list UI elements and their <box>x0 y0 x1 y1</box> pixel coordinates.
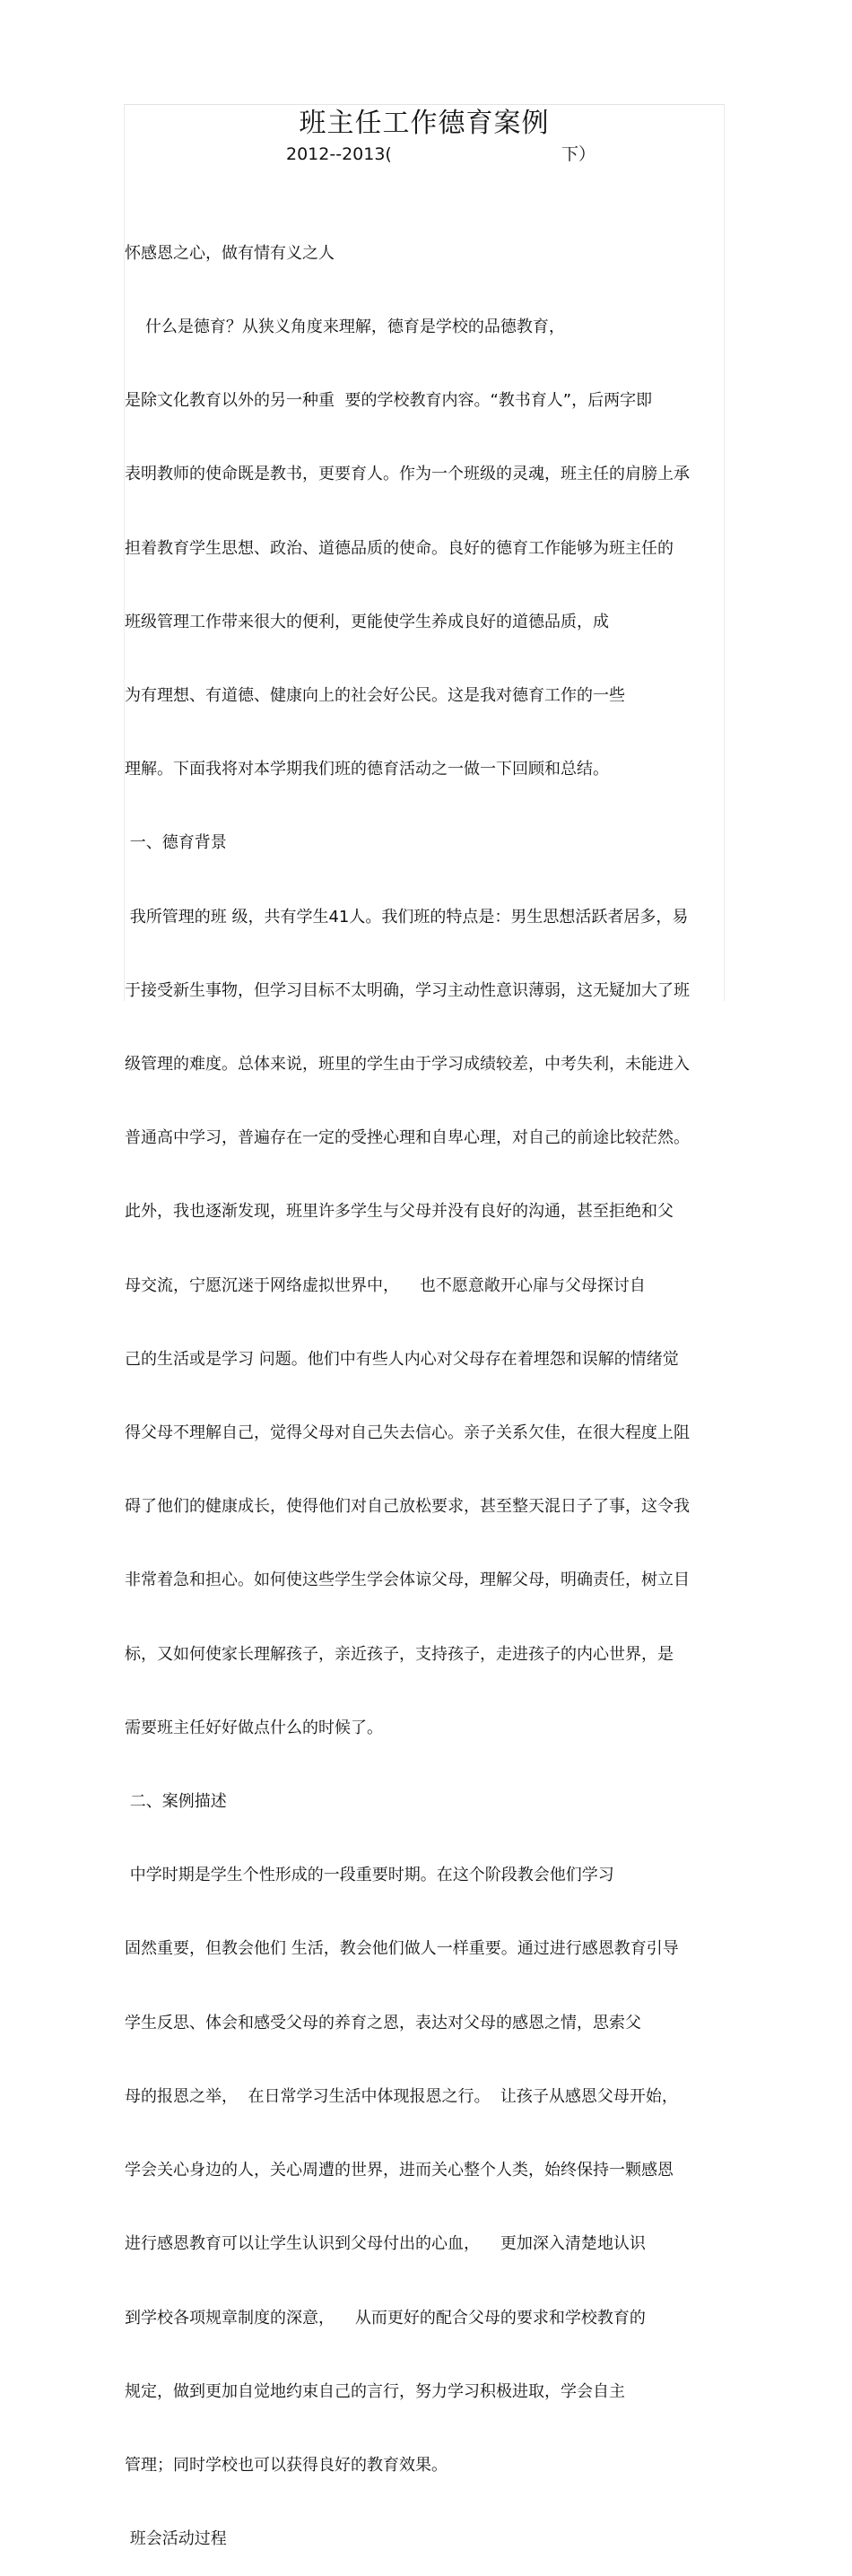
paragraph-line: 进行感恩教育可以让学生认识到父母付出的心血， 更加深入清楚地认识 <box>125 2234 646 2254</box>
school-year: 2012--2013( <box>286 144 392 164</box>
paragraph-line: 级管理的难度。总体来说，班里的学生由于学习成绩较差，中考失利，未能进入 <box>125 1055 690 1075</box>
paragraph-line: 己的生活或是学习 问题。他们中有些人内心对父母存在着埋怨和误解的情绪觉 <box>125 1349 679 1369</box>
paragraph-line: 为有理想、有道德、健康向上的社会好公民。这是我对德育工作的一些 <box>125 686 625 706</box>
paragraph-line: 担着教育学生思想、政治、道德品质的使命。良好的德育工作能够为班主任的 <box>125 538 674 558</box>
essay-heading: 怀感恩之心，做有情有义之人 <box>125 243 335 263</box>
semester-term: 下） <box>561 144 596 164</box>
paragraph-line: 管理；同时学校也可以获得良好的教育效果。 <box>125 2455 448 2475</box>
section-heading-case: 二、案例描述 <box>125 1792 227 1812</box>
paragraph-line: 固然重要，但教会他们 生活，教会他们做人一样重要。通过进行感恩教育引导 <box>125 1939 679 1959</box>
paragraph-line: 标，又如何使家长理解孩子，亲近孩子，支持孩子，走进孩子的内心世界，是 <box>125 1644 674 1664</box>
document-body <box>125 192 752 2576</box>
paragraph-line: 此外，我也逐渐发现，班里许多学生与父母并没有良好的沟通，甚至拒绝和父 <box>125 1202 674 1222</box>
paragraph-line: 母的报恩之举， 在日常学习生活中体现报恩之行。 让孩子从感恩父母开始， <box>125 2086 678 2106</box>
paragraph-line: 学生反思、体会和感受父母的养育之恩，表达对父母的感恩之情，思索父 <box>125 2013 641 2032</box>
paragraph-line: 班级管理工作带来很大的便利，更能使学生养成良好的道德品质，成 <box>125 612 609 631</box>
paragraph-line: 是除文化教育以外的另一种重 要的学校教育内容。“教书育人”，后两字即 <box>125 391 653 411</box>
paragraph-line: 碍了他们的健康成长，使得他们对自己放松要求，甚至整天混日子了事，这令我 <box>125 1497 690 1517</box>
document-subtitle <box>0 142 852 167</box>
paragraph-line: 母交流，宁愿沉迷于网络虚拟世界中， 也不愿意敞开心扉与父母探讨自 <box>125 1275 646 1295</box>
document-title: 班主任工作德育案例 <box>299 108 550 139</box>
paragraph-line: 什么是德育？从狭义角度来理解，德育是学校的品德教育， <box>125 318 565 337</box>
section-heading-class-meeting: 班会活动过程 <box>125 2529 227 2549</box>
paragraph-line: 需要班主任好好做点什么的时候了。 <box>125 1718 383 1737</box>
paragraph-line: 规定，做到更加自觉地约束自己的言行，努力学习积极进取，学会自主 <box>125 2381 625 2401</box>
paragraph-line: 普通高中学习，普遍存在一定的受挫心理和自卑心理，对自己的前途比较茫然。 <box>125 1128 690 1148</box>
section-heading-background: 一、德育背景 <box>125 833 227 853</box>
paragraph-line: 中学时期是学生个性形成的一段重要时期。在这个阶段教会他们学习 <box>125 1866 614 1885</box>
paragraph-line: 非常着急和担心。如何使这些学生学会体谅父母，理解父母，明确责任，树立目 <box>125 1571 690 1590</box>
paragraph-line: 到学校各项规章制度的深意， 从而更好的配合父母的要求和学校教育的 <box>125 2308 646 2328</box>
paragraph-line: 于接受新生事物，但学习目标不太明确，学习主动性意识薄弱，这无疑加大了班 <box>125 980 690 1000</box>
paragraph-line: 理解。下面我将对本学期我们班的德育活动之一做一下回顾和总结。 <box>125 760 609 779</box>
paragraph-line: 学会关心身边的人，关心周遭的世界，进而关心整个人类，始终保持一颗感恩 <box>125 2161 674 2180</box>
paragraph-line: 表明教师的使命既是教书，更要育人。作为一个班级的灵魂，班主任的肩膀上承 <box>125 465 690 484</box>
paragraph-line: 我所管理的班 级，共有学生41人。我们班的特点是：男生思想活跃者居多，易 <box>125 907 689 927</box>
paragraph-line: 得父母不理解自己，觉得父母对自己失去信心。亲子关系欠佳，在很大程度上阻 <box>125 1423 690 1443</box>
